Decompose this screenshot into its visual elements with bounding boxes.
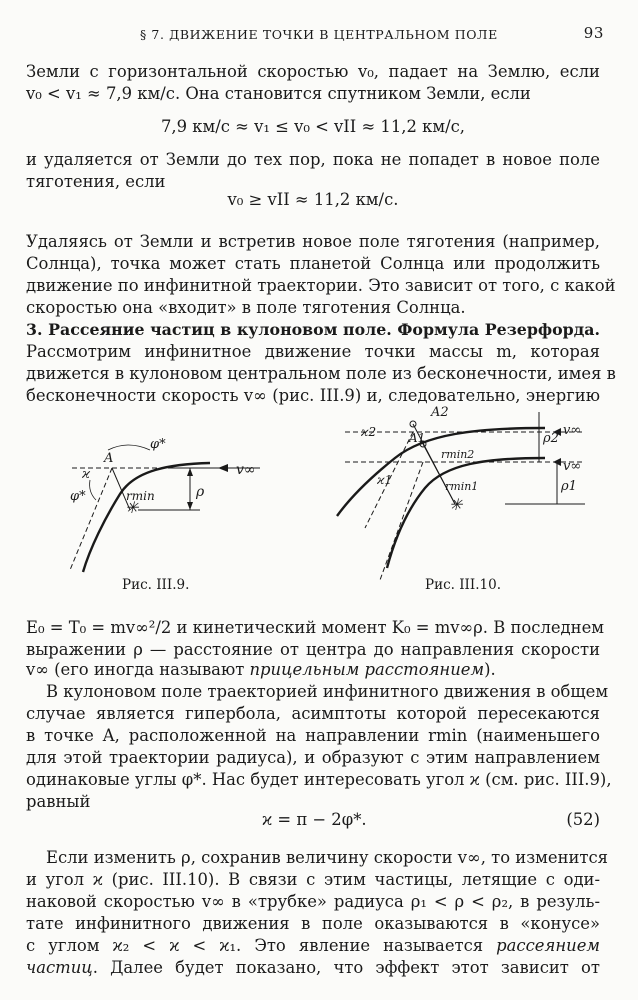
text-line: для этой траектории радиуса), и образуют с этим направлением <box>26 748 600 767</box>
arrowhead-icon <box>187 502 193 510</box>
velocity-arrow-icon <box>218 464 228 472</box>
text-line: Рассмотрим инфинитное движение точки массы m, которая <box>26 342 600 361</box>
text-line: В кулоновом поле траекторией инфинитного движения в общем <box>46 682 609 701</box>
text-span: ). <box>484 660 496 679</box>
text-line: наковой скоростью v∞ в «трубке» радиуса ρ₁ < ρ < ρ₂, в резуль- <box>26 892 600 911</box>
text-line: E₀ = T₀ = mv∞²/2 и кинетический момент K₀ = mv∞ρ. В последнем <box>26 618 605 637</box>
label-a: A <box>104 451 114 466</box>
trajectory-2 <box>337 428 545 516</box>
text-line: Солнца), точка может стать планетой Солнца или продолжить <box>26 254 600 273</box>
text-span: . Далее будет показано, что эффект этот зависит от <box>92 958 600 977</box>
label-phi-left: φ* <box>70 489 86 504</box>
angle-arc <box>108 445 150 450</box>
hyperbola-trajectory <box>83 463 210 572</box>
running-title: § 7. ДВИЖЕНИЕ ТОЧКИ В ЦЕНТРАЛЬНОМ ПОЛЕ <box>140 27 498 42</box>
figure-iii-9 <box>50 420 270 585</box>
label-vinf: v∞ <box>236 462 256 478</box>
running-header <box>0 24 638 44</box>
text-line: и удаляется от Земли до тех пор, пока не попадет в новое поле <box>26 150 600 169</box>
label-kappa1: ϰ1 <box>377 473 393 487</box>
text-line <box>26 660 600 680</box>
label-rho: ρ <box>196 484 205 500</box>
figure-iii-10 <box>325 398 593 588</box>
text-line: Если изменить ρ, сохранив величину скорости v∞, то изменится <box>46 848 609 867</box>
text-line: тяготения, если <box>26 172 166 191</box>
term-italic: прицельным расстоянием <box>249 660 485 679</box>
text-line: скоростью она «входит» в поле тяготения Солнца. <box>26 298 466 317</box>
text-line: движется в кулоновом центральном поле из бесконечности, имея в <box>26 364 616 383</box>
text-line: бесконечности скорость v∞ (рис. III.9) и, следовательно, энергию <box>26 386 600 405</box>
text-line: Удаляясь от Земли и встретив новое поле тяготения (например, <box>26 232 600 251</box>
text-line: v₀ < v₁ ≈ 7,9 км/с. Она становится спутником Земли, если <box>26 84 531 103</box>
figure-caption: Рис. III.10. <box>425 577 501 593</box>
text-line: одинаковые углы φ*. Нас будет интересовать угол ϰ (см. рис. III.9), <box>26 770 612 789</box>
equation: v₀ ≥ vII ≈ 11,2 км/с. <box>227 190 399 209</box>
text-line: Земли с горизонтальной скоростью v₀, падает на Землю, если <box>26 62 600 81</box>
label-rmin2: rmin2 <box>441 448 475 461</box>
label-vinf-top: v∞ <box>563 423 582 438</box>
scattering-center-icon: ✳ <box>449 495 463 514</box>
label-rho2: ρ2 <box>543 431 559 446</box>
label-rmin1: rmin1 <box>445 480 479 493</box>
text-line: движение по инфинитной траектории. Это зависит от того, с какой <box>26 276 616 295</box>
scattering-center-icon: ✳ <box>125 498 139 517</box>
text-line: тате инфинитного движения в поле оказываются в «конусе» <box>26 914 600 933</box>
text-line <box>26 936 600 956</box>
trajectory-1 <box>387 458 545 568</box>
text-line <box>26 958 600 978</box>
page-number: 93 <box>583 24 604 42</box>
figure-caption: Рис. III.9. <box>122 577 190 593</box>
label-vinf-bottom: v∞ <box>563 459 582 474</box>
angle-arc <box>90 480 96 500</box>
equation: ϰ = π − 2φ*. <box>262 810 367 829</box>
equation-number: (52) <box>566 810 600 829</box>
label-a1: A1 <box>409 431 426 445</box>
label-kappa2: ϰ2 <box>361 425 377 439</box>
text-line: в точке A, расположенной на направлении rmin (наименьшего <box>26 726 600 745</box>
label-rmin: rmin <box>126 489 155 503</box>
text-line: и угол ϰ (рис. III.10). В связи с этим частицы, летящие с оди- <box>26 870 600 889</box>
term-italic: рассеянием <box>496 936 600 955</box>
text-span: v∞ (его иногда называют <box>26 660 250 679</box>
text-line: случае является гипербола, асимптоты которой пересекаются <box>26 704 600 723</box>
label-phi-top: φ* <box>150 437 166 452</box>
arrowhead-icon <box>187 468 193 476</box>
section-heading: 3. Рассеяние частиц в кулоновом поле. Формула Резерфорда. <box>26 320 600 339</box>
term-italic: частиц <box>26 958 93 977</box>
text-line: равный <box>26 792 91 811</box>
label-rho1: ρ1 <box>561 479 577 494</box>
label-kappa: ϰ <box>82 467 91 482</box>
equation: 7,9 км/с ≈ v₁ ≤ v₀ < vII ≈ 11,2 км/с, <box>160 117 466 136</box>
label-a2: A2 <box>431 405 449 420</box>
text-line: выражении ρ — расстояние от центра до направления скорости <box>26 640 600 659</box>
text-span: с углом ϰ₂ < ϰ < ϰ₁. Это явление называется <box>26 936 497 955</box>
